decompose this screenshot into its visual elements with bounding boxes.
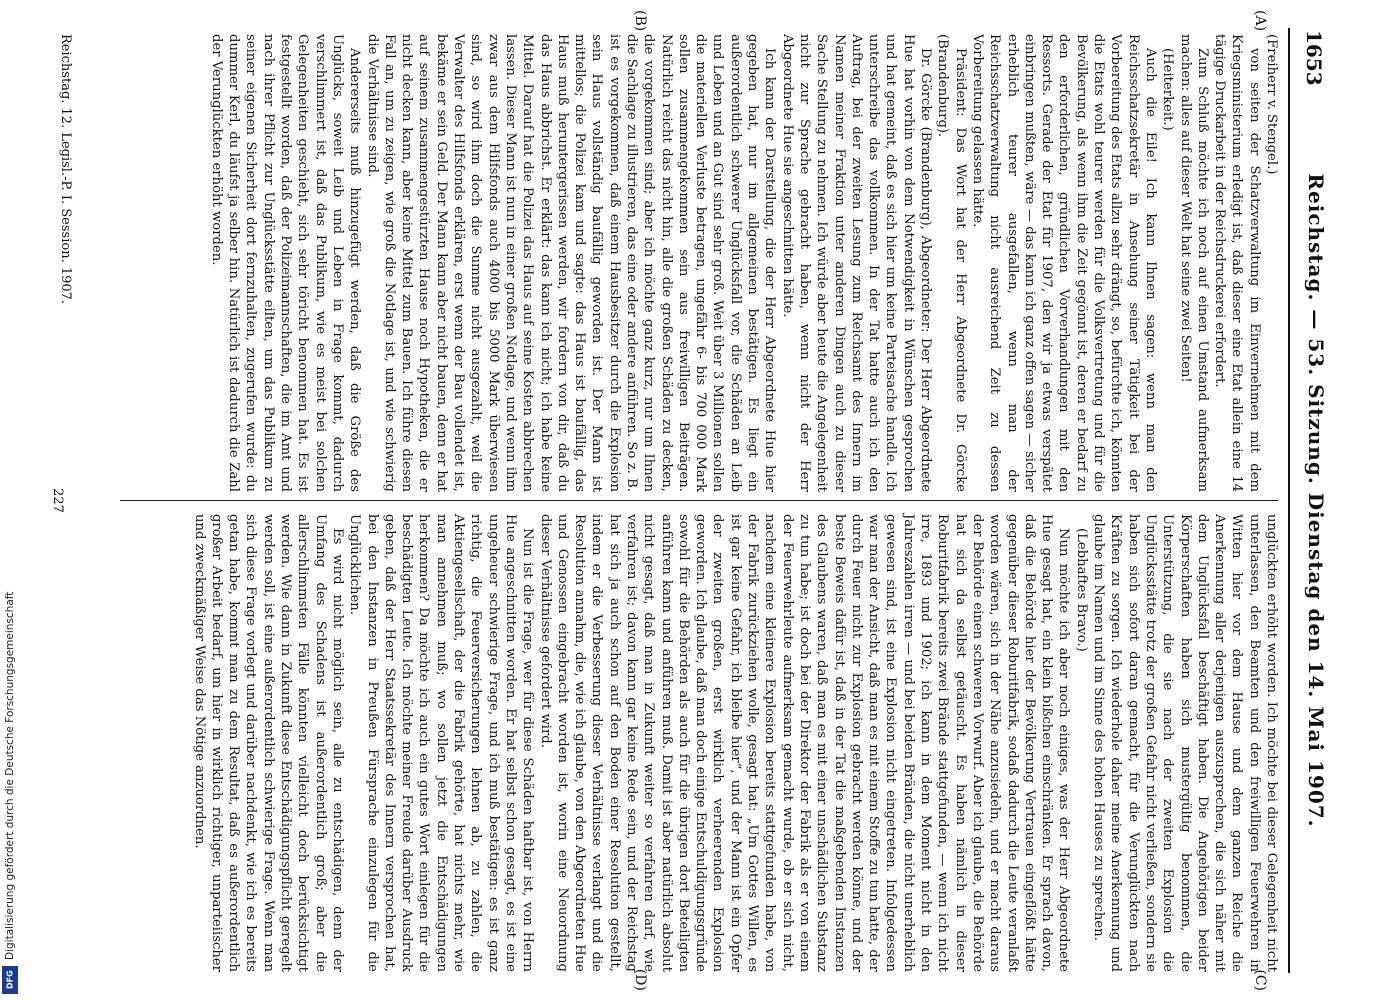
header-rule [1288, 28, 1290, 973]
paragraph: Nun ist die Frage, wer für diese Schäden haftbar ist, von Herrn Hue angeschnitten worden. Er hat selbst schon gesagt, es ist eine ungeheuer schwierige Frage, und ich muß bestätigen: es ist ganz richtig, die Feuerversicherungen lehnen ab, zu zahlen, die Aktiengesellschaft, der die Fabrik gehörte, hat nichts mehr, wie man annehmen muß; wo sollen jetzt die Entschädigungen herkommen? Da möchte ich auch ein gutes Wort einlegen für die beschädigten Leute. Ich möchte meiner Freude darüber Ausdruck geben, daß der Herr Staatssekretär des Innern versprochen hat, bei den Instanzen in Preußen Fürsprache einzulegen für die Unglücklichen. [347, 514, 536, 972]
margin-mark-a: (A) [1252, 10, 1268, 32]
paragraph: Dr. Görcke (Brandenburg), Abgeordneter: Der Herr Abgeordnete Hue hat vorhin von dem Notwendigkeit in Wünschen gesprochen und hat gemeint, daß es sich hier um keine Parteisache handle. Ich unterschreibe das vollkommen. In der Tat hatte auch ich den Auftrag, bei der zweiten Lesung zum Reichsamt des Innern im Namen meiner Fraktion unter anderen Dingen auch zu dieser Sache Stellung zu nehmen. Ich würde aber heute die Angelegenheit nicht zur Sprache gebracht haben, wenn nicht der Herr Abgeordnete Hue sie angeschnitten hätte. [779, 34, 934, 492]
paragraph: Präsident: Das Wort hat der Herr Abgeordnete Dr. Görcke (Brandenburg). [935, 34, 968, 492]
column-divider [120, 500, 1278, 501]
page-header-title: Reichstag. — 53. Sitzung. Dienstag den 14. Mai 1907. [1304, 173, 1328, 828]
margin-mark-b: (B) [632, 10, 648, 32]
paragraph: Andererseits muß hinzugefügt werden, daß die Größe des Unglücks, soweit Leib und Leben in Frage kommt, dadurch verschlimmert ist, daß das Publikum, wie es meist bei solchen Gelegenheiten geschieht, sich sehr töricht benommen hat. Es ist festgestellt worden, daß der Polizeimannschaften, die im Amt und nach ihrer Pflicht zur Unglücksstätte eilten, um das Publikum zu seiner eigenen Sicherheit dort fernzuhalten, zugerufen wurde: du dummer Kerl, du läufst ja selber hin. Natürlich ist dadurch die Zahl der Verunglückten erhöht worden. [208, 34, 363, 492]
footer-sheet-number: 227 [50, 488, 65, 513]
dfg-logo: DFG [2, 966, 18, 994]
paragraph: von seiten der Schatzverwaltung im Einvernehmen mit dem Kriegsministerium erledigt ist, daß dieser eine Etat allein eine 14 tägige Druckarbeit in der Reichsdruckerei erfordert. [1212, 34, 1262, 492]
paragraph: unglückten erhöht worden. Ich möchte bei dieser Gelegenheit nicht unterlassen, den Beamten und den freiwilligen Feuerwehren in Witten hier vor dem Hause und dem ganzen Reiche die Anerkennung aller derjenigen auszusprechen, die sich näher mit dem Unglücksfall beschäftigt haben. Die Angehörigen beider Körperschaften haben sich mustergültig benommen, die Unterstützung, die sie nach der zweiten Explosion die Unglücksstätte trotz der großen Gefahr nicht verließen, sondern sie haben sich sofort daran gemacht, für die Verunglückten nach Kräften zu sorgen. Ich wiederhole daher meine Anerkennung und glaube im Namen und im Sinne des hohen Hauses zu sprechen. [1091, 514, 1279, 972]
margin-mark-c: (C) [1252, 969, 1268, 991]
paragraph: (Lebhaftes Bravo.) [1073, 528, 1089, 652]
paragraph: Zum Schluß möchte ich noch auf einen Umstand aufmerksam machen: alles auf dieser Welt hat seine zwei Seiten! [1177, 34, 1210, 492]
dfg-credit-text: Digitalisierung gefördert durch die Deutsche Forschungsgemeinschaft [4, 591, 16, 960]
footer-session-note: Reichstag. 12. Legisl.-P. I. Session. 1907. [58, 34, 73, 305]
right-text-column [190, 514, 1280, 972]
page-number-header: 1653 [1302, 30, 1326, 86]
paragraph: Nun möchte ich aber noch einiges, was der Herr Abgeordnete Hue gesagt hat, ein klein bißchen einschränken. Er sprach davon, daß die Behörde hier der Bevölkerung Vertrauen eingeflößt hätte gegenüber dieser Roburitfabrik, sodaß dadurch die Leute veranlaßt worden wären, sich in der Nähe anzusiedeln, und er macht daraus der Behörde einen schweren Vorwurf. Aber ich glaube, die Behörde hat sich da selbst getäuscht. Es haben nämlich in dieser Roburitfabrik bereits zwei Brände stattgefunden, — wenn ich nicht irre, 1893 und 1902; ich kann in dem Moment nicht in den Jahreszahlen irren — und bei beiden Bränden, die nicht unerheblich gewesen sind, ist eine Explosion nicht eingetreten. Infolgedessen war man der Ansicht, daß man es mit einem Stoffe zu tun hatte, der durch Feuer nicht zur Explosion gebracht werden könne, und der beste Beweis dafür ist, daß in der Tat die maßgebenden Instanzen des Glaubens waren, daß man es mit einer unschädlichen Substanz zu tun habe; ist doch bei der Direktor der Fabrik als er von einem der Feuerwehrleute aufmerksam gemacht wurde, ob er sich nicht, nachdem eine kleinere Explosion bereits stattgefunden habe, von der Fabrik zurückziehen wolle, gesagt hat: „Um Gottes Willen, es ist gar keine Gefahr, ich bleibe hier“, und der Mann ist ein Opfer der zweiten großen, erst wirklich verheerenden Explosion geworden. Ich glaube, daß man doch einige Entschuldigungsgründe sowohl für die Behörden als auch für die übrigen dort Beteiligten anführen kann und anführen muß. Damit ist aber natürlich absolut nicht gesagt, daß man in Zukunft weiter so verfahren darf, wie verfahren ist; davon kann gar keine Rede sein, und der Reichstag hat sich ja auch schon auf den Boden einer Resolution gestellt, indem er die Verbesserung dieser Verhältnisse verlangt und die Resolution annahm, die, wie ich glaube, von den Abgeordneten Hue und Genossen eingebracht worden ist, worin eine Neuordnung dieser Verhältnisse gefordert wird. [537, 514, 1072, 972]
dfg-sidebar [0, 0, 24, 1000]
scanned-page [30, 8, 1348, 993]
paragraph: (Heiterkeit.) [1160, 48, 1176, 131]
paragraph: Auch die Eile! Ich kann Ihnen sagen: wenn man den Reichsschatzsekretär in Ansehung seiner Tätigkeit bei der Vorbereitung des Etats allzu sehr drängt, so, befürchte ich, könnten die Etats wohl teurer werden für die Volksvertretung und für die Bevölkerung, als wenn ihm die Zeit gegönnt ist, deren er bedarf zu den erforderlichen, gründlichen Vorverhandlungen mit den Ressorts. Gerade der Etat für 1907, den wir ja etwas verspätet einbringen mußten, wäre — das kann ich ganz offen sagen — sicher erheblich teurer ausgefallen, wenn man der Reichsschatzverwaltung nicht ausreichend Zeit zu dessen Vorbereitung gelassen hätte. [969, 34, 1158, 492]
paragraph: (Freiherr v. Stengel.) [1264, 34, 1279, 175]
paragraph: Es wird nicht möglich sein, alle zu entschädigen, denn der Umfang des Schadens ist außerordentlich groß; aber die allerschlimmsten Fälle könnten vielleicht doch berücksichtigt werden. Wie dann in Zukunft diese Entschädigungspflicht geregelt werden soll, ist eine außerordentlich schwierige Frage. Wenn man sich diese Frage vorlegt und darüber nachdenkt, wie ich es bereits getan habe, kommt man zu dem Resultat, daß es außerordentlich großer Arbeit bedarf, um hier in wirklich richtiger, unparteiischer und zweckmäßiger Weise das Nötige anzuordnen. [191, 514, 345, 972]
paragraph: Ich kann der Darstellung, die der Herr Abgeordnete Hue hier gegeben hat, nur im allgemeinen bestätigen. Es liegt ein außerordentlich schwerer Unglücksfall vor, die Schäden an Leib und Leben und an Gut sind sehr groß. Weit über 3 Millionen sollen die materiellen Verluste betragen, ungefähr 6- bis 700 000 Mark sollen zusammengekommen sein aus freiwilligen Beiträgen. Natürlich reicht das nicht hin, alle die großen Schäden zu decken, die vorgekommen sind; aber ich möchte ganz kurz, nur um Ihnen die Sachlage zu illustrieren, das eine oder andere anführen. So z. B. ist es vorgekommen, daß einem Hausbesitzer durch die Explosion sein Haus vollständig baufällig geworden ist. Der Mann ist mittellos; die Polizei kam und sagte: das Haus ist baufällig, das Haus muß heruntergerissen werden, wir fordern von dir, daß du das Haus abbrichst. Er erklärt: das kann ich nicht; ich habe keine Mittel. Darauf hat die Polizei das Haus auf seine Kosten abbrechen lassen. Dieser Mann ist nun in einer großen Notlage, und wenn ihm zwar aus dem Hilfsfonds auch 4000 bis 5000 Mark überwiesen sind, so wird ihm doch die Summe nicht ausgezahlt, weil die Verwalter des Hilfsfonds erklären, erst wenn der Bau vollendet ist, bekäme er sein Geld. Der Mann kann aber nicht bauen, denn er hat auf seinem zusammengestürzten Hause noch Hypotheken, die er nicht decken kann, aber keine Mittel zum Bauen. Ich führe diesen Fall an, um zu zeigen, wie groß die Notlage ist, und wie schwierig die Verhältnisse sind. [364, 34, 778, 492]
left-text-column [208, 34, 1280, 492]
margin-mark-d: (D) [632, 968, 648, 991]
